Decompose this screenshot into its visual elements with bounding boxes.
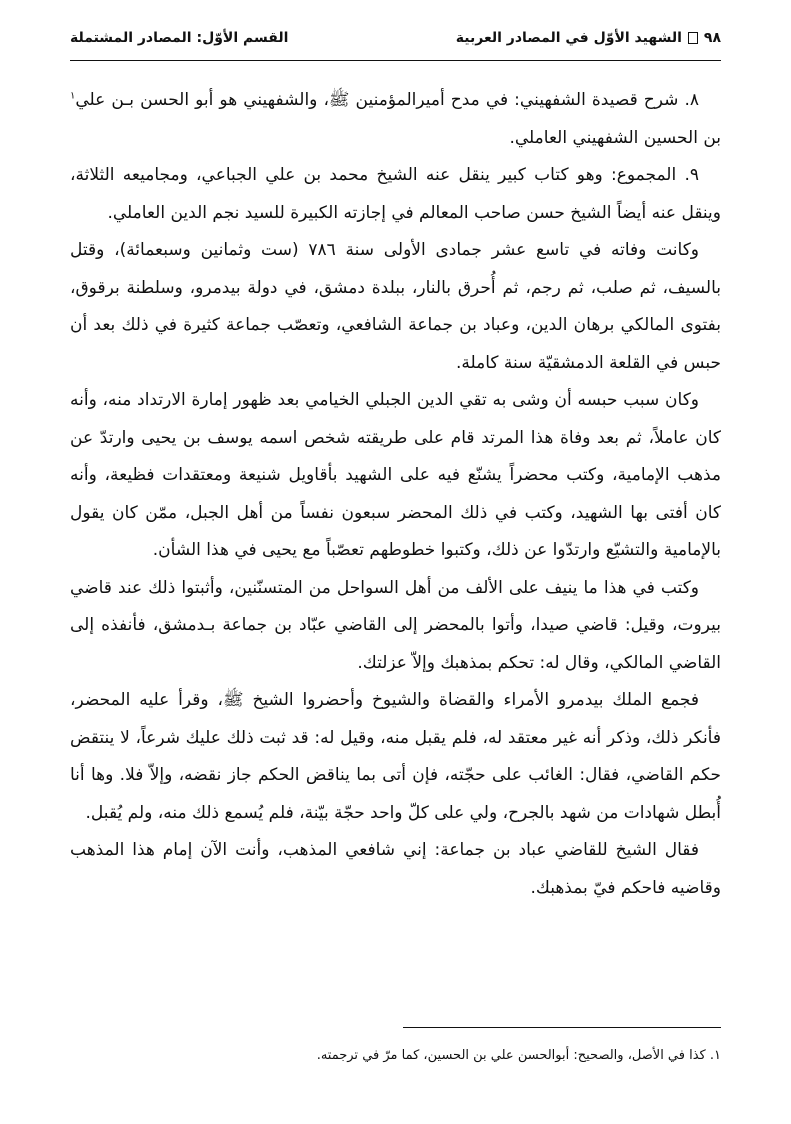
footnote-divider (403, 1027, 721, 1028)
header-right (456, 30, 721, 46)
footnote-reference: ١ (70, 90, 76, 102)
paragraph: وكان سبب حبسه أن وشى به تقي الدين الجبلي الخيامي بعد ظهور إمارة الارتداد منه، وأنه كان عاملاً، ثم بعد وفاة هذا المرتد قام على طريقته شخص اسمه يوسف بن يحيى وارتدّ عن مذهب الإمامية، وكتب محضراً يشنّع فيه على الشهيد بأقاويل شنيعة ومعتقدات فظيعة، وأنه كان أفتى بها الشهيد، وكتب في ذلك المحضر سبعون نفساً من أهل الجبل، ممّن كان يقول بالإمامية والتشيّع وارتدّوا عن ذلك، وكتبوا خطوطهم تعصّباً مع يحيى في هذا الشأن. (70, 390, 721, 560)
paragraph (70, 82, 721, 157)
paragraph: فقال الشيخ للقاضي عباد بن جماعة: إني شافعي المذهب، وأنت الآن إمام هذا المذهب وقاضيه فاحكم فيّ بمذهبك. (70, 840, 721, 898)
header-divider (70, 60, 721, 61)
paragraph-text: ٨. شرح قصيدة الشفهيني: في مدح أميرالمؤمنين ﷺ، والشفهيني هو أبو الحسن بـن علي (75, 90, 699, 110)
section-title: القسم الأوّل: المصادر المشتملة (70, 30, 289, 46)
book-title: الشهيد الأوّل في المصادر العربية (455, 30, 682, 46)
paragraph-text-continued: بن الحسين الشفهيني العاملي. (509, 127, 721, 148)
paragraph: فجمع الملك بيدمرو الأمراء والقضاة والشيوخ وأحضروا الشيخ ﷺ، وقرأ عليه المحضر، فأنكر ذلك، وذكر أنه غير معتقد له، فلم يقبل منه، وقيل له: قد ثبت ذلك عليك شرعاً، لا ينتقض حكم القاضي، فقال: الغائب على حجّته، فإن أتى بما يناقض الحكم جاز نقضه، وإلاّ فلا. وها أنا أُبطل شهادات من شهد بالجرح، ولي على كلّ واحد حجّة بيّنة، فلم يُسمع ذلك منه، ولم يُقبل. (70, 690, 721, 823)
square-icon (688, 32, 698, 44)
footnote: ١. كذا في الأصل، والصحيح: أبوالحسن علي بن الحسين، كما مرّ في ترجمته. (316, 1048, 721, 1063)
paragraph: وكانت وفاته في تاسع عشر جمادى الأولى سنة ٧٨٦ (ست وثمانين وسبعمائة)، وقتل بالسيف، ثم صلب، ثم رجم، ثم أُحرق بالنار، ببلدة دمشق، في دولة بيدمرو، وسلطنة برقوق، بفتوى المالكي برهان الدين، وعباد بن جماعة الشافعي، وتعصّب جماعة كثيرة في ذلك بعد أن حبس في القلعة الدمشقيّة سنة كاملة. (70, 240, 721, 373)
running-header (70, 30, 721, 56)
paragraph: ٩. المجموع: وهو كتاب كبير ينقل عنه الشيخ محمد بن علي الجباعي، ومجاميعه الثلاثة، وينقل عنه أيضاً الشيخ حسن صاحب المعالم في إجازته الكبيرة للسيد نجم الدين العاملي. (70, 165, 721, 223)
paragraph: وكتب في هذا ما ينيف على الألف من أهل السواحل من المتسنّنين، وأثبتوا ذلك عند قاضي بيروت، وقيل: قاضي صيدا، وأتوا بالمحضر إلى القاضي عبّاد بن جماعة بـدمشق، فأنفذه إلى القاضي المالكي، وقال له: تحكم بمذهبك وإلاّ عزلتك. (70, 577, 721, 673)
page-number: ٩٨ (703, 30, 721, 46)
main-text (70, 82, 721, 907)
